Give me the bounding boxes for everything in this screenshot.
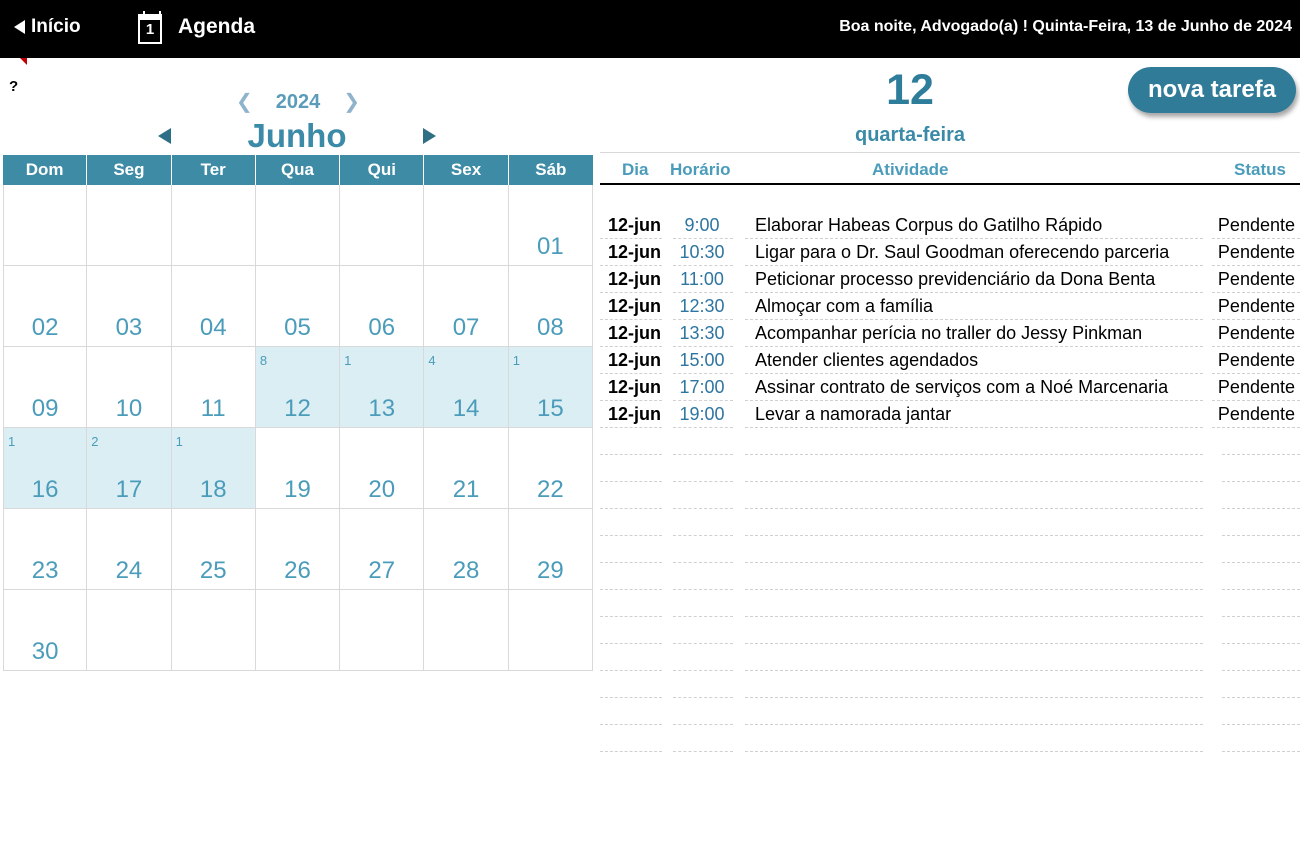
calendar-day[interactable] — [172, 347, 256, 428]
task-count-badge: 4 — [428, 353, 436, 368]
task-time: 10:30 — [679, 242, 725, 262]
selected-day-number: 12 — [886, 66, 934, 114]
empty-task-row — [600, 428, 1300, 455]
weekday-label: Qua — [256, 155, 340, 185]
back-arrow-icon — [14, 20, 25, 34]
calendar-day[interactable] — [340, 509, 424, 590]
weekday-label: Sex — [424, 155, 508, 185]
calendar-day[interactable] — [87, 266, 171, 347]
calendar-empty-cell — [340, 185, 424, 266]
task-status: Pendente — [1217, 377, 1295, 397]
task-status: Pendente — [1217, 404, 1295, 424]
calendar-empty-cell — [256, 590, 340, 671]
task-date: 12-jun — [608, 296, 662, 316]
weekday-label: Seg — [87, 155, 171, 185]
task-rows — [600, 212, 1300, 752]
task-time: 15:00 — [679, 350, 725, 370]
weekday-label: Sáb — [535, 160, 567, 179]
col-dia: Dia — [622, 160, 649, 179]
calendar-day[interactable] — [3, 428, 87, 509]
day-number[interactable]: 23 — [31, 557, 59, 584]
calendar-day[interactable] — [172, 266, 256, 347]
day-number[interactable]: 17 — [115, 476, 143, 503]
app-title: Agenda — [178, 15, 256, 38]
comment-marker-icon — [20, 58, 27, 65]
calendar-empty-cell — [340, 590, 424, 671]
calendar-day[interactable] — [424, 509, 508, 590]
day-number[interactable]: 09 — [31, 395, 59, 422]
calendar-day[interactable] — [509, 266, 593, 347]
weekday-header — [3, 155, 593, 185]
day-number[interactable]: 12 — [284, 395, 311, 422]
month-calendar — [3, 155, 593, 671]
month-navigator — [158, 116, 436, 156]
task-count-badge: 8 — [259, 353, 268, 368]
task-row[interactable] — [600, 347, 1300, 374]
task-list-header — [600, 152, 1300, 185]
calendar-week — [3, 509, 593, 590]
task-row[interactable] — [600, 266, 1300, 293]
back-label: Início — [31, 16, 81, 37]
calendar-week — [3, 266, 593, 347]
top-bar — [0, 0, 1300, 58]
calendar-empty-cell — [87, 590, 171, 671]
calendar-day[interactable] — [340, 266, 424, 347]
task-status: Pendente — [1217, 350, 1295, 370]
calendar-day[interactable] — [87, 428, 171, 509]
calendar-empty-cell — [424, 590, 508, 671]
task-count-badge: 1 — [8, 434, 16, 449]
day-number[interactable]: 03 — [115, 314, 143, 341]
calendar-day[interactable] — [172, 509, 256, 590]
day-number[interactable]: 27 — [368, 557, 396, 584]
task-count-badge: 1 — [512, 353, 520, 368]
task-status: Pendente — [1217, 242, 1295, 262]
day-number[interactable]: 29 — [536, 557, 564, 584]
task-time: 19:00 — [679, 404, 725, 424]
day-number[interactable]: 19 — [284, 476, 311, 503]
calendar-day[interactable] — [424, 266, 508, 347]
task-count-badge: 1 — [175, 434, 183, 449]
calendar-week — [3, 590, 593, 671]
task-status: Pendente — [1217, 296, 1295, 316]
day-number[interactable]: 06 — [368, 314, 396, 341]
day-number[interactable]: 25 — [199, 557, 227, 584]
help-button[interactable]: ? — [9, 78, 19, 95]
empty-task-row — [600, 671, 1300, 698]
day-number[interactable]: 11 — [200, 395, 226, 422]
calendar-empty-cell — [424, 185, 508, 266]
day-number[interactable]: 01 — [536, 233, 564, 260]
task-activity: Acompanhar perícia no traller do Jessy Pinkman — [755, 323, 1143, 343]
day-number[interactable]: 20 — [368, 476, 396, 503]
empty-task-row — [600, 617, 1300, 644]
day-number[interactable]: 07 — [452, 314, 480, 341]
task-date: 12-jun — [608, 377, 662, 397]
calendar-day[interactable] — [340, 428, 424, 509]
greeting-text: Boa noite, Advogado(a) ! Quinta-Feira, 13 de Junho de 2024 — [839, 18, 1292, 35]
calendar-day[interactable] — [509, 428, 593, 509]
day-number[interactable]: 15 — [536, 395, 564, 422]
calendar-empty-cell — [87, 185, 171, 266]
task-row[interactable] — [600, 401, 1300, 428]
calendar-day[interactable] — [3, 347, 87, 428]
back-button[interactable] — [14, 16, 81, 38]
day-number[interactable]: 24 — [115, 557, 143, 584]
empty-task-row — [600, 644, 1300, 671]
next-year-icon[interactable]: ❯ — [343, 91, 360, 113]
row-divider — [745, 751, 1203, 752]
task-activity: Almoçar com a família — [755, 296, 934, 316]
task-time: 11:00 — [680, 269, 724, 289]
empty-task-row — [600, 563, 1300, 590]
day-number[interactable]: 08 — [536, 314, 564, 341]
empty-task-row — [600, 482, 1300, 509]
calendar-day[interactable] — [509, 347, 593, 428]
weekday-label: Qui — [340, 155, 424, 185]
year-navigator — [236, 90, 360, 114]
task-time: 12:30 — [679, 296, 725, 316]
calendar-grid — [3, 185, 593, 671]
task-row[interactable] — [600, 239, 1300, 266]
calendar-day[interactable] — [509, 509, 593, 590]
task-activity: Peticionar processo previdenciário da Dona Benta — [755, 269, 1156, 289]
task-activity: Elaborar Habeas Corpus do Gatilho Rápido — [755, 215, 1103, 235]
col-horario: Horário — [670, 160, 731, 179]
calendar-day[interactable] — [256, 347, 340, 428]
day-number[interactable]: 22 — [536, 476, 564, 503]
weekday-label: Ter — [172, 155, 256, 185]
calendar-empty-cell — [172, 185, 256, 266]
empty-task-row — [600, 698, 1300, 725]
task-date: 12-jun — [608, 350, 662, 370]
day-number[interactable]: 14 — [452, 395, 480, 422]
calendar-day[interactable] — [256, 428, 340, 509]
col-atividade: Atividade — [872, 160, 949, 179]
calendar-day[interactable] — [256, 509, 340, 590]
task-activity: Ligar para o Dr. Saul Goodman oferecendo parceria — [755, 242, 1170, 262]
day-number[interactable]: 28 — [452, 557, 480, 584]
task-row[interactable] — [600, 212, 1300, 239]
row-divider — [1222, 751, 1300, 752]
calendar-week — [3, 347, 593, 428]
calendar-day[interactable] — [3, 509, 87, 590]
calendar-empty-cell — [256, 185, 340, 266]
row-divider — [600, 751, 662, 752]
task-status: Pendente — [1217, 215, 1295, 235]
task-status: Pendente — [1217, 323, 1295, 343]
calendar-day[interactable] — [340, 347, 424, 428]
calendar-empty-cell — [3, 185, 87, 266]
calendar-week — [3, 185, 593, 266]
year-label: 2024 — [275, 90, 321, 113]
task-date: 12-jun — [608, 323, 662, 343]
calendar-day[interactable] — [424, 347, 508, 428]
empty-task-row — [600, 590, 1300, 617]
prev-month-icon[interactable] — [158, 128, 171, 144]
calendar-day[interactable] — [424, 428, 508, 509]
task-date: 12-jun — [608, 404, 662, 424]
calendar-day[interactable] — [509, 185, 593, 266]
task-status: Pendente — [1217, 269, 1295, 289]
task-activity: Levar a namorada jantar — [755, 404, 952, 424]
task-date: 12-jun — [608, 215, 662, 235]
month-label: Junho — [247, 117, 347, 154]
day-number[interactable]: 13 — [368, 395, 396, 422]
day-number[interactable]: 04 — [199, 314, 227, 341]
empty-task-row — [600, 536, 1300, 563]
day-number[interactable]: 30 — [31, 638, 59, 665]
empty-task-row — [600, 455, 1300, 482]
task-row[interactable] — [600, 320, 1300, 347]
calendar-icon: 1 — [138, 14, 162, 44]
new-task-button[interactable]: nova tarefa — [1128, 67, 1296, 113]
calendar-empty-cell — [509, 590, 593, 671]
task-row[interactable] — [600, 293, 1300, 320]
weekday-label: Dom — [3, 155, 87, 185]
task-time: 17:00 — [679, 377, 725, 397]
empty-task-row — [600, 509, 1300, 536]
task-count-badge: 2 — [91, 434, 99, 449]
task-time: 9:00 — [684, 215, 720, 235]
day-number[interactable]: 18 — [199, 476, 227, 503]
day-number[interactable]: 21 — [452, 476, 480, 503]
empty-task-row — [600, 725, 1300, 752]
task-activity: Atender clientes agendados — [755, 350, 979, 370]
selected-weekday: quarta-feira — [854, 124, 966, 146]
calendar-day[interactable] — [3, 266, 87, 347]
day-number[interactable]: 26 — [284, 557, 311, 584]
day-number[interactable]: 05 — [284, 314, 311, 341]
row-divider — [673, 751, 733, 752]
calendar-day[interactable] — [172, 428, 256, 509]
day-number[interactable]: 16 — [31, 476, 59, 503]
calendar-empty-cell — [172, 590, 256, 671]
task-date: 12-jun — [608, 269, 662, 289]
next-month-icon[interactable] — [423, 128, 436, 144]
day-number[interactable]: 02 — [31, 314, 59, 341]
task-time: 13:30 — [679, 323, 725, 343]
calendar-day[interactable] — [87, 347, 171, 428]
task-list — [600, 152, 1300, 424]
task-date: 12-jun — [608, 242, 662, 262]
task-activity: Assinar contrato de serviços com a Noé Marcenaria — [755, 377, 1169, 397]
calendar-day[interactable] — [256, 266, 340, 347]
calendar-week — [3, 428, 593, 509]
calendar-day[interactable] — [87, 509, 171, 590]
col-status: Status — [1234, 160, 1286, 179]
task-row[interactable] — [600, 374, 1300, 401]
prev-year-icon[interactable]: ❮ — [236, 91, 253, 113]
task-count-badge: 1 — [344, 353, 352, 368]
calendar-day[interactable] — [3, 590, 87, 671]
day-number[interactable]: 10 — [115, 395, 143, 422]
